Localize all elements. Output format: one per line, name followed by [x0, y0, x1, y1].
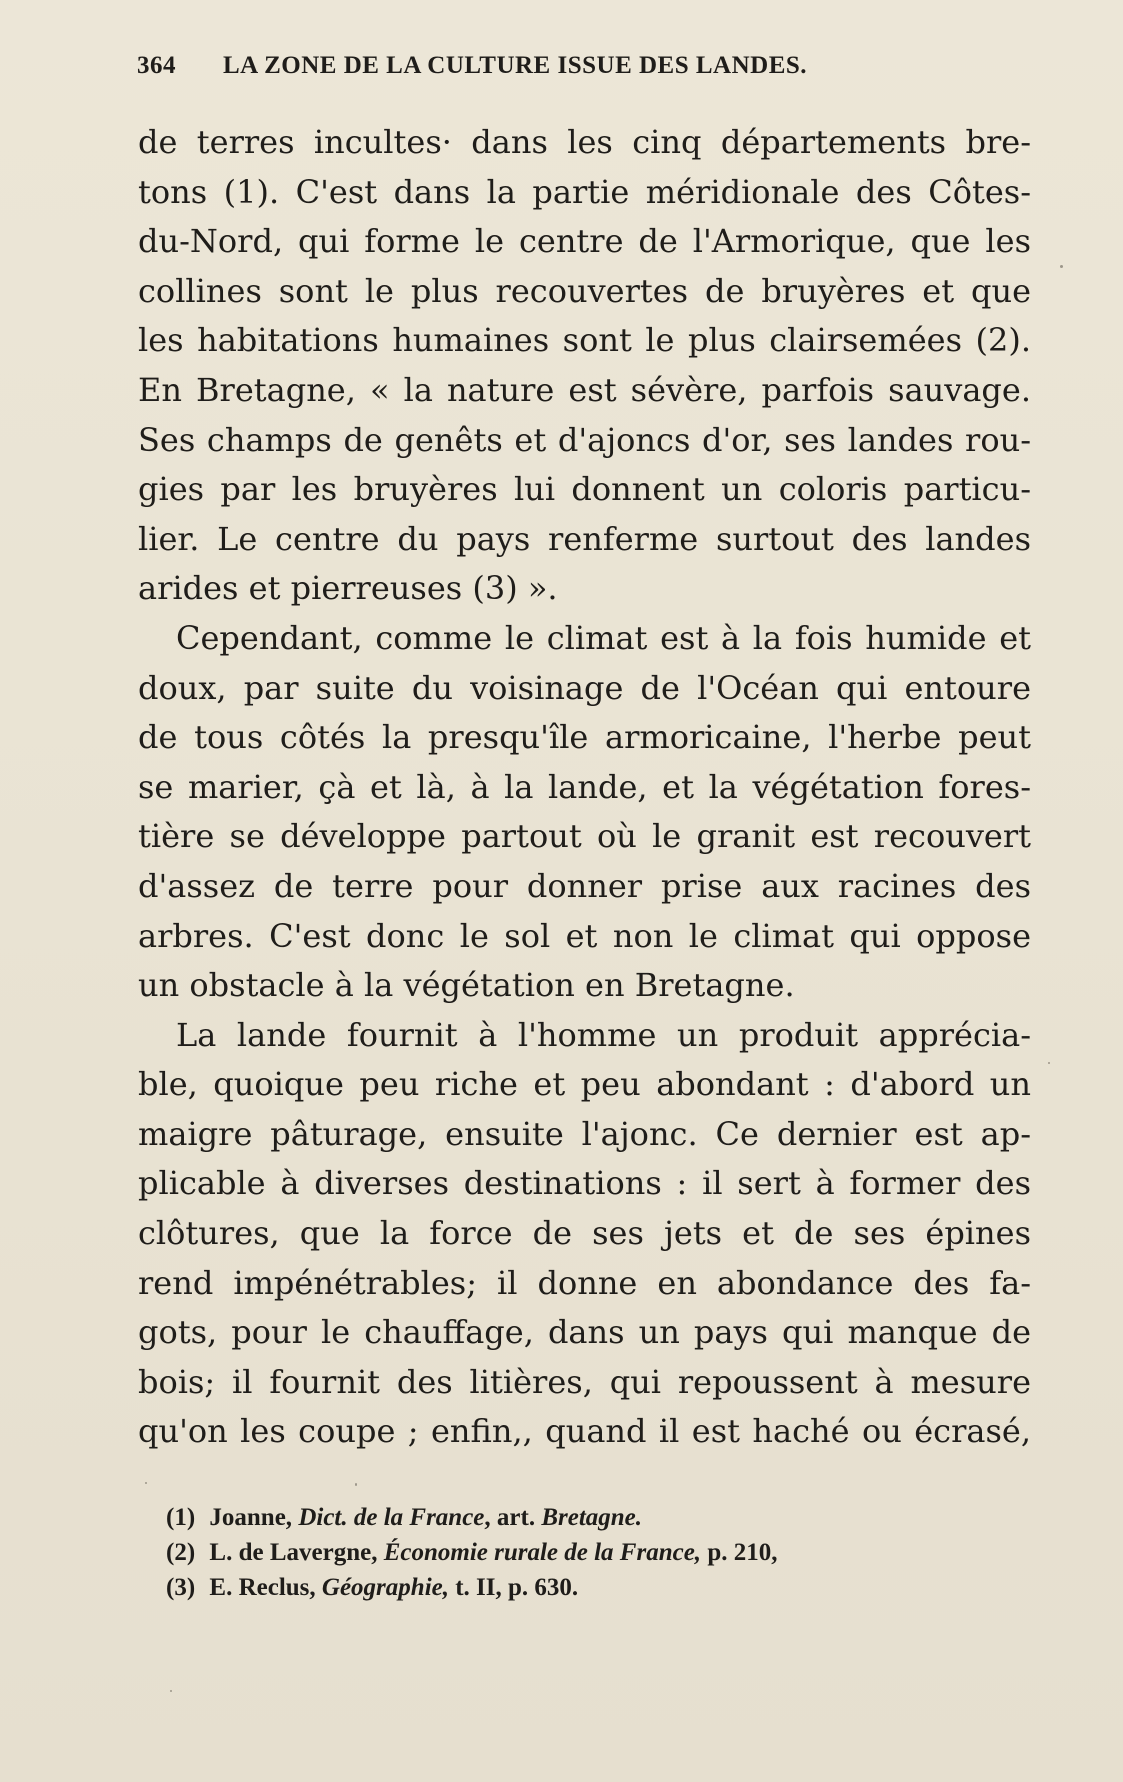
text-line: bois; il fournit des litières, qui repoussent à mesure: [138, 1362, 1031, 1401]
text-line: gies par les bruyères lui donnent un coloris particu-: [138, 470, 1031, 509]
footnote-1: [166, 1500, 1026, 1535]
paragraph-start-line: La lande fournit à l'homme un produit apprécia-: [176, 1015, 1031, 1054]
text-line: un obstacle à la végétation en Bretagne.: [138, 966, 795, 1005]
text-line: du-Nord, qui forme le centre de l'Armorique, que les: [138, 222, 1031, 261]
footnote-2: [166, 1535, 1026, 1570]
text-line: ble, quoique peu riche et peu abondant : d'abord un: [138, 1065, 1031, 1104]
text-line: arides et pierreuses (3) ».: [138, 569, 558, 608]
text-line: clôtures, que la force de ses jets et de ses épines: [138, 1214, 1031, 1253]
text-line: plicable à diverses destinations : il sert à former des: [138, 1164, 1031, 1203]
text-line: de tous côtés la presqu'île armoricaine, l'herbe peut: [138, 718, 1031, 757]
footnote-marker: (1): [166, 1504, 196, 1531]
page-number: 364: [137, 52, 176, 79]
footnote-author: Joanne,: [209, 1504, 293, 1531]
running-head-title: LA ZONE DE LA CULTURE ISSUE DES LANDES.: [223, 52, 808, 79]
footnote-work: Économie rurale de la France,: [383, 1539, 702, 1566]
text-line: tière se développe partout où le granit est recouvert: [138, 817, 1031, 856]
footnote-author: E. Reclus,: [209, 1574, 316, 1601]
footnote-detail: t. II, p. 630.: [455, 1574, 579, 1601]
text-line: se marier, çà et là, à la lande, et la végétation fores-: [138, 767, 1031, 806]
footnote-marker: (2): [166, 1539, 196, 1566]
paragraph-start-line: Cependant, comme le climat est à la fois humide et: [176, 618, 1031, 657]
footnote-author: L. de Lavergne,: [209, 1539, 378, 1566]
text-line: doux, par suite du voisinage de l'Océan qui entoure: [138, 668, 1031, 707]
text-line: arbres. C'est donc le sol et non le climat qui oppose: [138, 916, 1031, 955]
text-line: d'assez de terre pour donner prise aux racines des: [138, 866, 1031, 905]
text-line: de terres incultes· dans les cinq départements bre-: [138, 123, 1031, 161]
text-line: lier. Le centre du pays renferme surtout des landes: [138, 519, 1031, 558]
footnote-detail: , art.: [484, 1504, 536, 1531]
footnote-marker: (3): [166, 1574, 196, 1601]
footnote-3: [166, 1570, 1026, 1605]
running-head: [137, 52, 947, 88]
text-line: les habitations humaines sont le plus clairsemées (2).: [138, 321, 1031, 360]
footnote-work: Géographie,: [321, 1574, 449, 1601]
footnotes: [166, 1500, 1026, 1605]
footnote-topic: Bretagne.: [541, 1504, 643, 1531]
text-line: tons (1). C'est dans la partie méridionale des Côtes-: [138, 172, 1031, 211]
text-line: rend impénétrables; il donne en abondance des fa-: [138, 1263, 1031, 1302]
body-text: [138, 118, 1031, 1457]
text-line: maigre pâturage, ensuite l'ajonc. Ce dernier est ap-: [138, 1114, 1031, 1153]
footnote-detail: p. 210,: [707, 1539, 778, 1566]
text-line: Ses champs de genêts et d'ajoncs d'or, ses landes rou-: [138, 420, 1031, 459]
footnote-work: Dict. de la France: [298, 1504, 485, 1531]
text-line: qu'on les coupe ; enfin,, quand il est haché ou écrasé,: [138, 1412, 1031, 1451]
text-line: gots, pour le chauffage, dans un pays qui manque de: [138, 1313, 1031, 1352]
text-line: collines sont le plus recouvertes de bruyères et que: [138, 271, 1031, 310]
text-line: En Bretagne, « la nature est sévère, parfois sauvage.: [138, 370, 1031, 409]
